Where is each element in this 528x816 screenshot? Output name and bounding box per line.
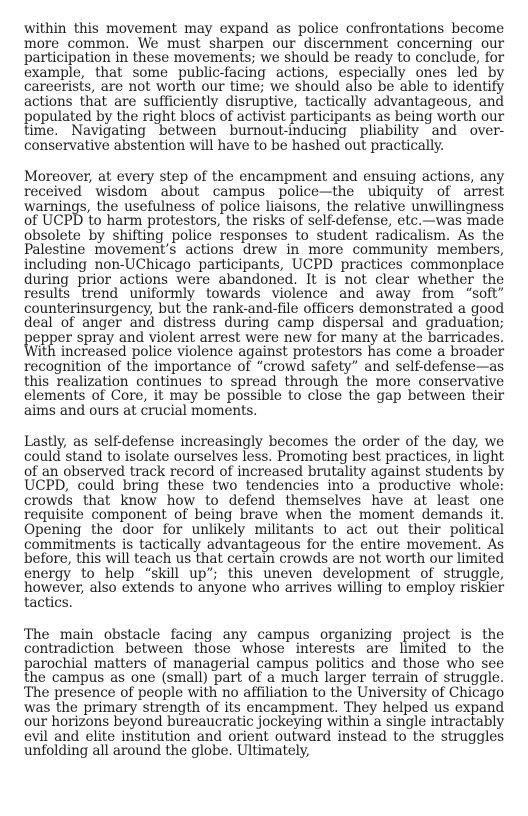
paragraph-1: within this movement may expand as police confrontations become more common. We must sharpen our discernment concerning our participation in these movements; we should be ready to conclude, for example, that some public-facing actions, especially ones led by careerists, are not worth our time; we should also be able to identify actions that are sufficiently disruptive, tactically advantageous, and populated by the right blocs of activist participants as being worth our time. Navigating between burnout-inducing pliability and over-conservative abstention will have to be hashed out practically.: [24, 21, 504, 154]
document-page: [24, 22, 504, 759]
paragraph-4: The main obstacle facing any campus organizing project is the contradiction between those whose interests are limited to the parochial matters of managerial campus politics and those who see the campus as one (small) part of a much larger terrain of struggle. The presence of people with no affiliation to the University of Chicago was the primary strength of its encampment. They helped us expand our horizons beyond bureaucratic jockeying within a single intractably evil and elite institution and orient outward instead to the struggles unfolding all around the globe. Ultimately,: [24, 626, 504, 760]
paragraph-2: Moreover, at every step of the encampment and ensuing actions, any received wisdom about campus police—the ubiquity of arrest warnings, the usefulness of police liaisons, the relative unwillingness of UCPD to harm protestors, the risks of self-defense, etc.—was made obsolete by shifting police responses to student radicalism. As the Palestine movement’s actions drew in more community members, including non-UChicago participants, UCPD practices commonplace during prior actions were abandoned. It is not clear whether the results trend uniformly towards violence and away from “soft” counterinsurgency, but the rank-and-file officers demonstrated a good deal of anger and distress during camp dispersal and graduation; pepper spray and violent arrest were new for many at the barricades. With increased police violence against protestors has come a broader recognition of the importance of “crowd safety” and self-defense—as this realization continues to spread through the more conservative elements of Core, it may be possible to close the gap between their aims and ours at crucial moments.: [24, 169, 504, 419]
paragraph-3: Lastly, as self-defense increasingly becomes the order of the day, we could stand to isolate ourselves less. Promoting best practices, in light of an observed track record of increased brutality against students by UCPD, could bring these two tendencies into a productive whole: crowds that know how to defend themselves have at least one requisite component of being brave when the moment demands it. Opening the door for unlikely militants to act out their political commitments is tactically advantageous for the entire movement. As before, this will teach us that certain crowds are not worth our limited energy to help “skill up”; this uneven development of struggle, however, also extends to anyone who arrives willing to employ riskier tactics.: [24, 434, 504, 611]
